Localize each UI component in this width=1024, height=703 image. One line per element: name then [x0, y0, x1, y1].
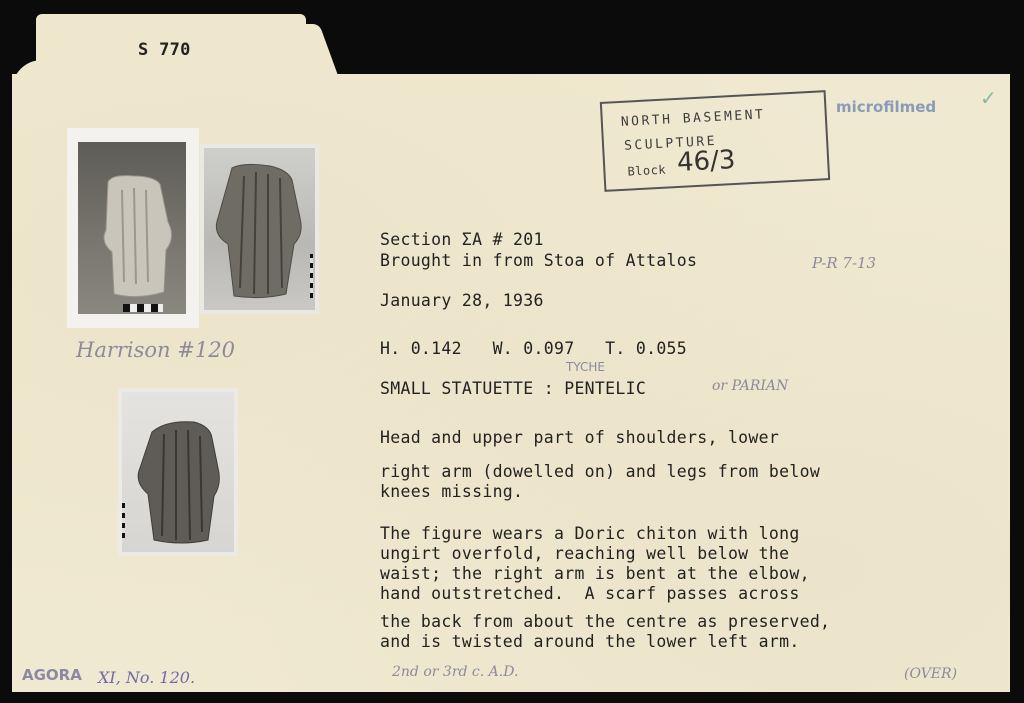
photo-3-mount [118, 388, 238, 556]
microfilmed-stamp: microfilmed [836, 98, 937, 116]
over-note: (OVER) [904, 666, 958, 682]
stamp-block-label: Block [627, 162, 667, 179]
description-1-line-3: knees missing. [380, 482, 524, 501]
section-line: Section ΣA # 201 [380, 230, 544, 249]
statuette-front-figure [78, 142, 186, 314]
statuette-side-figure [204, 148, 315, 310]
dimensions-line: H. 0.142 W. 0.097 T. 0.055 [380, 339, 688, 358]
statuette-back-figure [122, 392, 234, 552]
photo-2-mount [200, 144, 319, 314]
date-line: January 28, 1936 [380, 291, 544, 310]
agora-reference: XI, No. 120. [98, 668, 196, 687]
description-3-line-1: the back from about the centre as preserved, [380, 612, 831, 631]
description-2-line-1: The figure wears a Doric chiton with long [380, 524, 800, 543]
pr-note: P-R 7-13 [812, 254, 877, 272]
vertical-scale-bar-2 [122, 498, 125, 538]
agora-stamp: AGORA [22, 666, 82, 684]
harrison-note: Harrison #120 [76, 338, 235, 362]
check-mark-icon: ✓ [980, 86, 997, 110]
stamp-line-2: SCULPTURE [623, 133, 718, 154]
location-stamp [600, 90, 830, 192]
description-1-line-1: Head and upper part of shoulders, lower [380, 428, 780, 447]
statuette-photo-front [78, 142, 186, 314]
statuette-photo-side [204, 148, 315, 310]
tyche-note: TYCHE [566, 360, 605, 374]
stamp-line-1: NORTH BASEMENT [620, 107, 766, 130]
description-3-line-2: and is twisted around the lower left arm. [380, 632, 800, 651]
description-2-line-3: waist; the right arm is bent at the elbow, [380, 564, 810, 583]
brought-in-line: Brought in from Stoa of Attalos [380, 251, 698, 270]
description-2-line-2: ungirt overfold, reaching well below the [380, 544, 790, 563]
stamp-block-value: 46/3 [676, 144, 737, 178]
scale-bar [123, 304, 163, 312]
vertical-scale-bar [310, 254, 313, 298]
catalog-number: S 770 [138, 40, 191, 60]
parian-note: or PARIAN [712, 378, 789, 394]
description-2-line-4: hand outstretched. A scarf passes across [380, 584, 800, 603]
century-note: 2nd or 3rd c. A.D. [392, 664, 519, 680]
type-line: SMALL STATUETTE : PENTELIC [380, 379, 647, 398]
statuette-photo-back [122, 392, 234, 552]
description-1-line-2: right arm (dowelled on) and legs from below [380, 462, 821, 481]
photo-1-mount [67, 128, 199, 328]
